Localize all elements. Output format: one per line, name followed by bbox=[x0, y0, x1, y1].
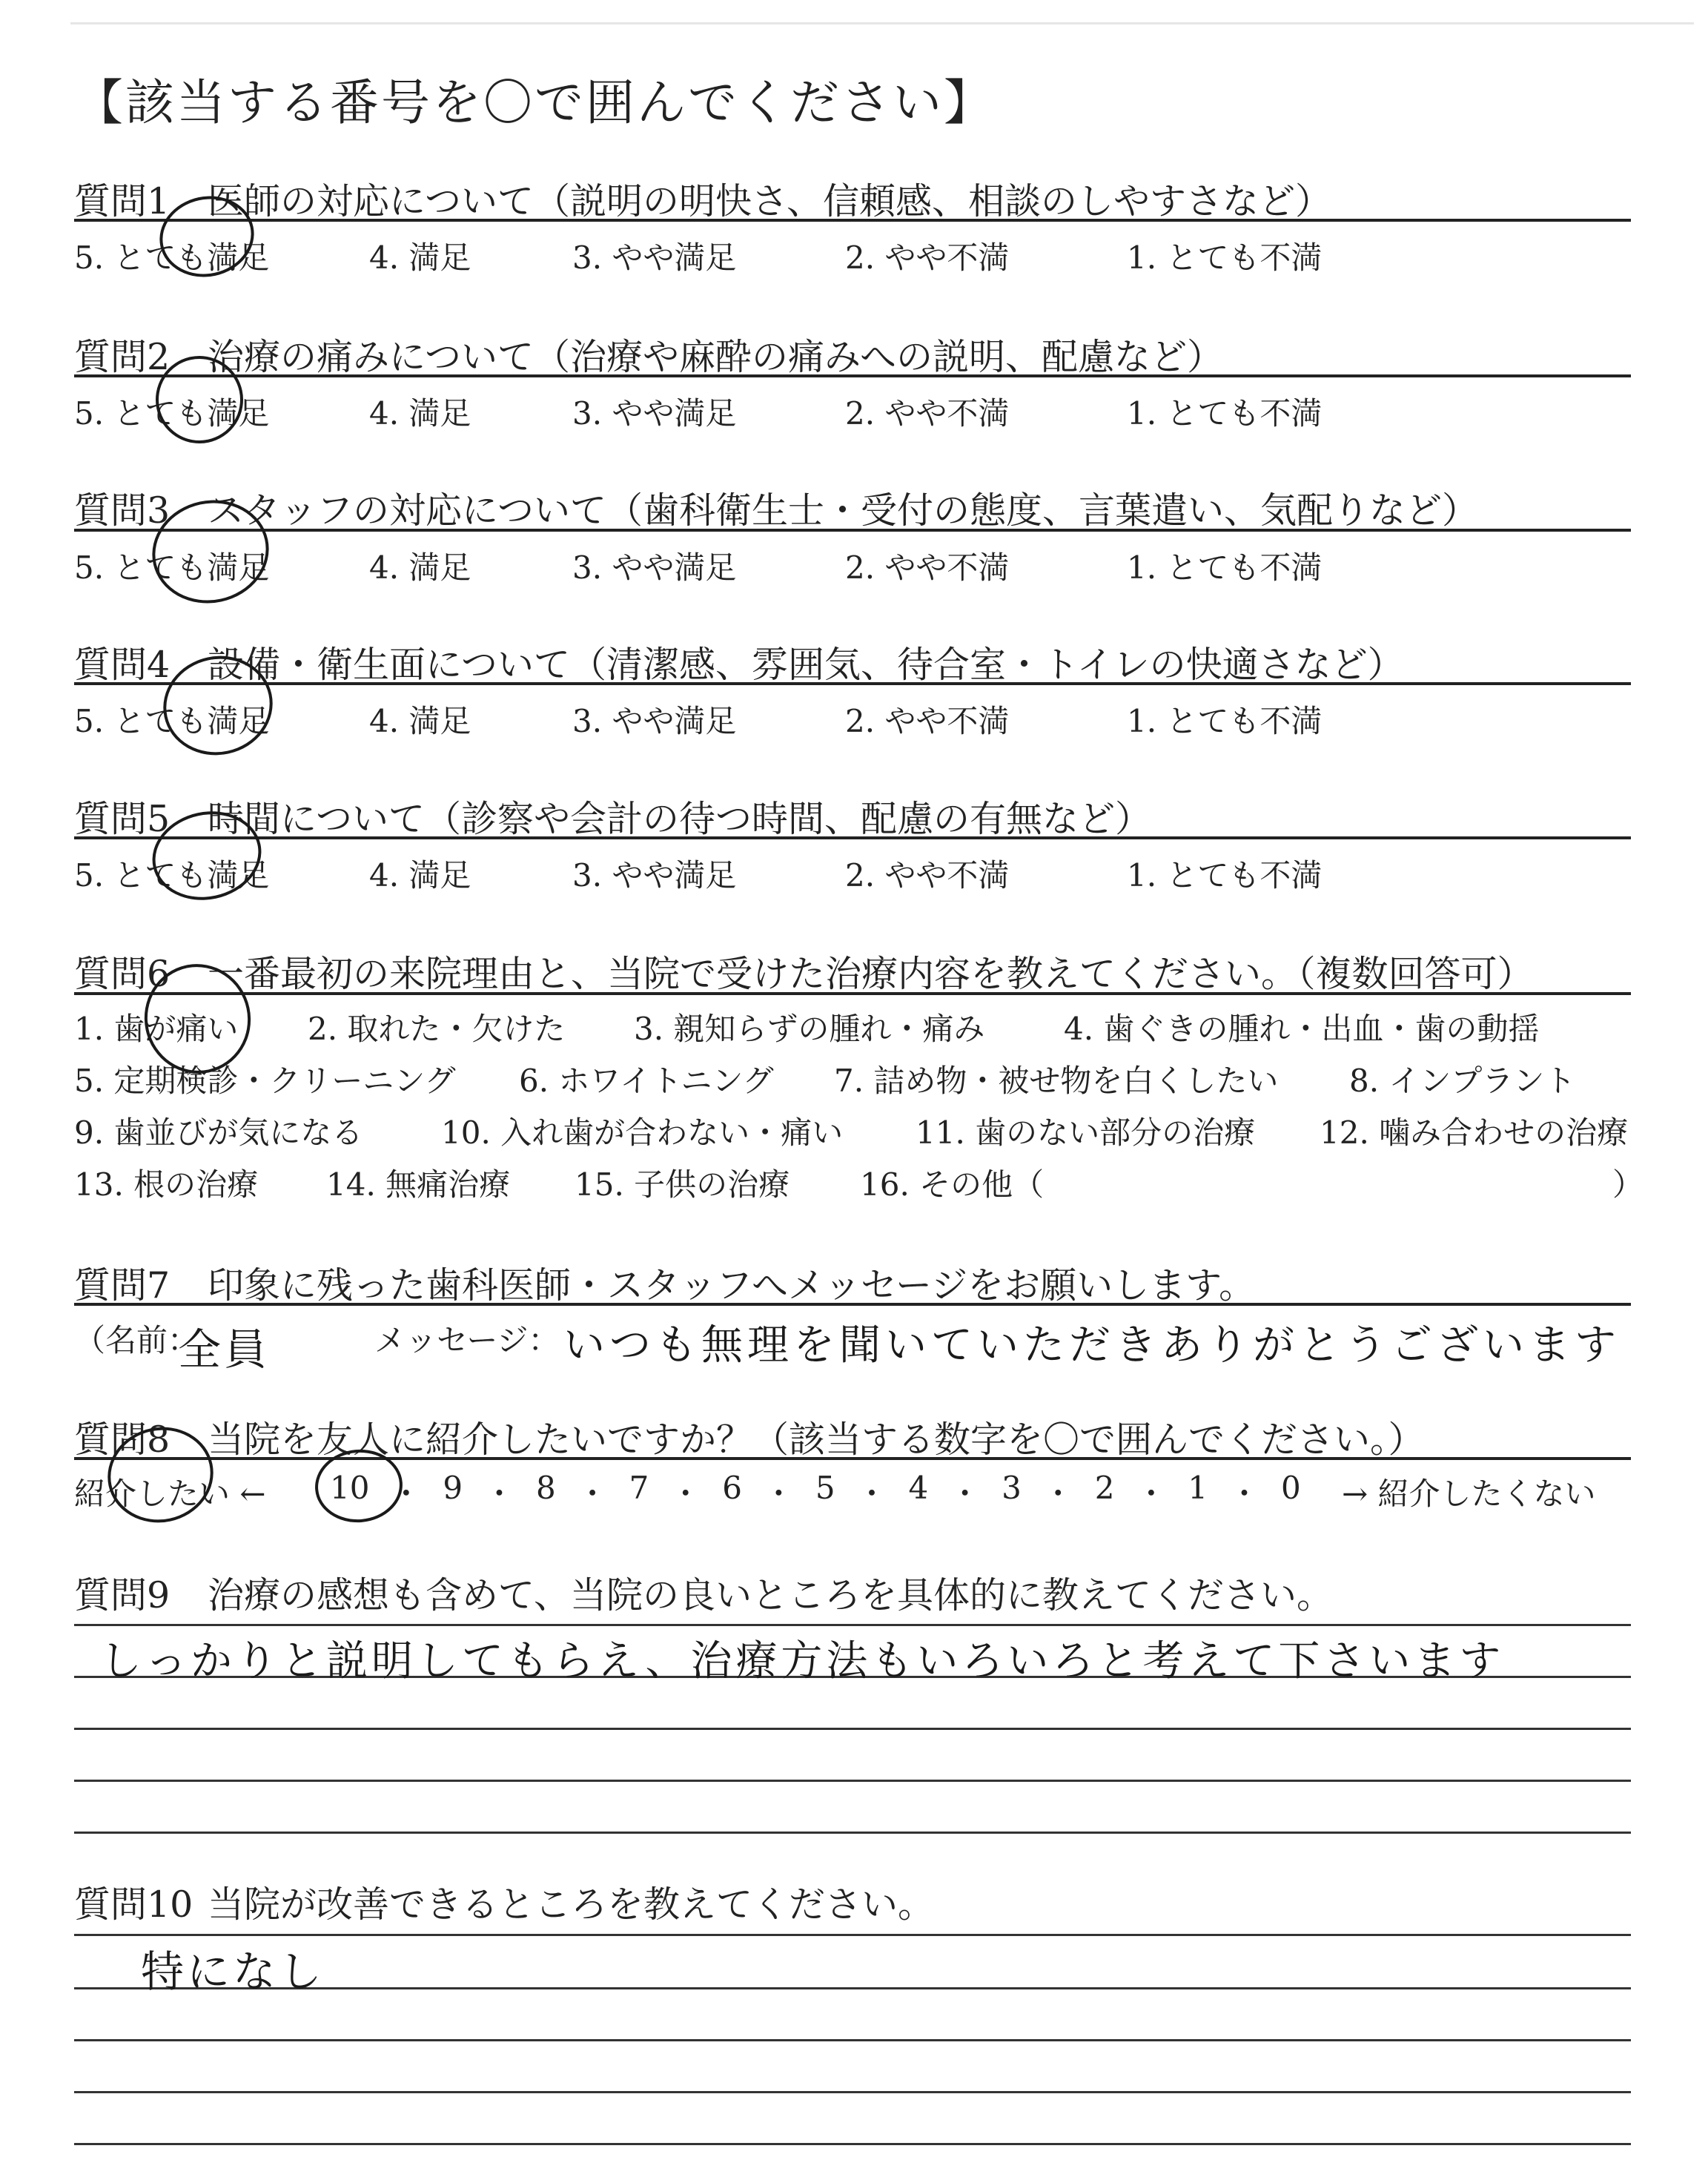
q8-separator: ・ bbox=[1042, 1476, 1074, 1512]
question-7-title bbox=[74, 1257, 1255, 1309]
q1-option-5[interactable]: 5. とても満足 bbox=[74, 240, 270, 276]
q4-option-4[interactable]: 4. 満足 bbox=[369, 703, 471, 739]
q7-name-value[interactable]: 全員 bbox=[178, 1324, 271, 1375]
question-6-rule bbox=[74, 992, 1631, 995]
q3-option-3[interactable]: 3. やや満足 bbox=[572, 549, 737, 586]
q8-score-10[interactable]: 10 bbox=[330, 1470, 370, 1506]
q3-option-5[interactable]: 5. とても満足 bbox=[74, 549, 270, 586]
q6-option-14[interactable]: 14. 無痛治療 bbox=[326, 1166, 511, 1203]
question-number: 質問5 bbox=[74, 798, 171, 840]
q8-separator: ・ bbox=[1135, 1476, 1167, 1512]
q6-option-10[interactable]: 10. 入れ歯が合わない・痛い bbox=[441, 1114, 844, 1151]
q3-option-1[interactable]: 1. とても不満 bbox=[1127, 549, 1323, 586]
q6-option-1[interactable]: 1. 歯が痛い bbox=[74, 1011, 239, 1047]
q9-answer-line bbox=[74, 1832, 1631, 1834]
q8-separator: ・ bbox=[669, 1476, 701, 1512]
question-text: 治療の感想も含めて、当院の良いところを具体的に教えてください。 bbox=[208, 1574, 1334, 1616]
q7-message-value[interactable]: いつも無理を聞いていただきありがとうございます bbox=[563, 1321, 1621, 1370]
question-text: 時間について（診察や会計の待つ時間、配慮の有無など） bbox=[208, 798, 1152, 840]
q9-answer-line bbox=[74, 1624, 1631, 1626]
q5-option-5[interactable]: 5. とても満足 bbox=[74, 857, 270, 894]
q7-name-label: （名前： bbox=[74, 1322, 199, 1358]
q2-option-4[interactable]: 4. 満足 bbox=[369, 395, 471, 432]
question-number: 質問4 bbox=[74, 644, 171, 686]
q10-answer-line bbox=[74, 1934, 1631, 1936]
q1-option-2[interactable]: 2. やや不満 bbox=[845, 240, 1010, 276]
q8-score-8[interactable]: 8 bbox=[535, 1470, 556, 1506]
form-header: 【該当する番号を〇で囲んでください】 bbox=[74, 74, 995, 131]
q8-score-6[interactable]: 6 bbox=[722, 1470, 742, 1506]
question-text: 治療の痛みについて（治療や麻酔の痛みへの説明、配慮など） bbox=[208, 336, 1224, 378]
question-2-rule bbox=[74, 374, 1631, 377]
q2-option-5[interactable]: 5. とても満足 bbox=[74, 395, 270, 432]
question-number: 質問3 bbox=[74, 489, 171, 532]
question-text: 医師の対応について（説明の明快さ、信頼感、相談のしやすさなど） bbox=[208, 180, 1332, 222]
question-3-title bbox=[74, 482, 1478, 534]
q6-option-4[interactable]: 4. 歯ぐきの腫れ・出血・歯の動揺 bbox=[1064, 1011, 1540, 1047]
question-10-title bbox=[74, 1876, 934, 1928]
question-2-title bbox=[74, 328, 1223, 380]
question-number: 質問1 bbox=[74, 180, 171, 222]
question-text: スタッフの対応について（歯科衛生士・受付の態度、言葉遣い、気配りなど） bbox=[208, 489, 1479, 532]
question-text: 印象に残った歯科医師・スタッフへメッセージをお願いします。 bbox=[208, 1264, 1256, 1307]
q8-score-7[interactable]: 7 bbox=[629, 1470, 649, 1506]
q6-option-6[interactable]: 6. ホワイトニング bbox=[519, 1063, 774, 1099]
q5-option-1[interactable]: 1. とても不満 bbox=[1127, 857, 1323, 894]
q6-option-12[interactable]: 12. 噛み合わせの治療 bbox=[1320, 1114, 1629, 1151]
q9-answer[interactable]: しっかりと説明してもらえ、治療方法もいろいろと考えて下さいます bbox=[100, 1637, 1505, 1685]
q6-option-16[interactable]: 16. その他（ bbox=[860, 1166, 1045, 1203]
question-text: 当院が改善できるところを教えてください。 bbox=[208, 1883, 935, 1926]
q2-option-1[interactable]: 1. とても不満 bbox=[1127, 395, 1323, 432]
q6-option-2[interactable]: 2. 取れた・欠けた bbox=[308, 1011, 566, 1047]
q8-right-label: → 紹介したくない bbox=[1342, 1476, 1596, 1512]
q4-option-5[interactable]: 5. とても満足 bbox=[74, 703, 270, 739]
question-number: 質問9 bbox=[74, 1574, 171, 1616]
q8-separator: ・ bbox=[856, 1476, 888, 1512]
q1-option-1[interactable]: 1. とても不満 bbox=[1127, 240, 1323, 276]
question-number: 質問10 bbox=[74, 1883, 193, 1926]
question-number: 質問7 bbox=[74, 1264, 171, 1307]
question-1-rule bbox=[74, 219, 1631, 222]
q5-option-4[interactable]: 4. 満足 bbox=[369, 857, 471, 894]
q8-score-1[interactable]: 1 bbox=[1188, 1470, 1208, 1506]
question-8-rule bbox=[74, 1457, 1631, 1460]
q6-option-9[interactable]: 9. 歯並びが気になる bbox=[74, 1114, 363, 1151]
question-4-title bbox=[74, 636, 1404, 688]
q6-option-15[interactable]: 15. 子供の治療 bbox=[575, 1166, 790, 1203]
q8-score-5[interactable]: 5 bbox=[815, 1470, 835, 1506]
q8-score-3[interactable]: 3 bbox=[1002, 1470, 1022, 1506]
q4-option-1[interactable]: 1. とても不満 bbox=[1127, 703, 1323, 739]
q8-separator: ・ bbox=[483, 1476, 515, 1512]
q6-option-11[interactable]: 11. 歯のない部分の治療 bbox=[916, 1114, 1256, 1151]
question-8-title bbox=[74, 1411, 1425, 1463]
question-text: 当院を友人に紹介したいですか？（該当する数字を〇で囲んでください。） bbox=[208, 1418, 1425, 1461]
q6-option-3[interactable]: 3. 親知らずの腫れ・痛み bbox=[634, 1011, 985, 1047]
q10-answer-line bbox=[74, 2143, 1631, 2145]
question-text: 一番最初の来院理由と、当院で受けた治療内容を教えてください。（複数回答可） bbox=[208, 953, 1534, 995]
q3-option-2[interactable]: 2. やや不満 bbox=[845, 549, 1010, 586]
q6-option-5[interactable]: 5. 定期検診・クリーニング bbox=[74, 1063, 456, 1099]
question-9-title bbox=[74, 1567, 1333, 1619]
q8-separator: ・ bbox=[1228, 1476, 1260, 1512]
question-4-rule bbox=[74, 682, 1631, 685]
q8-separator: ・ bbox=[763, 1476, 795, 1512]
q8-separator: ・ bbox=[577, 1476, 609, 1512]
q6-option-13[interactable]: 13. 根の治療 bbox=[74, 1166, 259, 1203]
q7-message-label: メッセージ： bbox=[374, 1322, 560, 1358]
q2-option-2[interactable]: 2. やや不満 bbox=[845, 395, 1010, 432]
q10-answer-line bbox=[74, 2039, 1631, 2041]
q8-left-label: 紹介したい ← bbox=[74, 1476, 266, 1512]
question-number: 質問8 bbox=[74, 1418, 171, 1461]
q6-option-7[interactable]: 7. 詰め物・被せ物を白くしたい bbox=[834, 1063, 1279, 1099]
question-5-rule bbox=[74, 836, 1631, 839]
q3-option-4[interactable]: 4. 満足 bbox=[369, 549, 471, 586]
q6-option-16-close: ） bbox=[1612, 1166, 1644, 1203]
question-1-title bbox=[74, 173, 1331, 225]
q4-option-3[interactable]: 3. やや満足 bbox=[572, 703, 737, 739]
q4-option-2[interactable]: 2. やや不満 bbox=[845, 703, 1010, 739]
q5-option-2[interactable]: 2. やや不満 bbox=[845, 857, 1010, 894]
q8-separator: ・ bbox=[390, 1476, 422, 1512]
question-number: 質問2 bbox=[74, 336, 171, 378]
q10-answer-line bbox=[74, 2091, 1631, 2093]
q8-score-9[interactable]: 9 bbox=[443, 1470, 463, 1506]
q5-option-3[interactable]: 3. やや満足 bbox=[572, 857, 737, 894]
q8-separator: ・ bbox=[949, 1476, 981, 1512]
q8-score-4[interactable]: 4 bbox=[908, 1470, 929, 1506]
question-3-rule bbox=[74, 529, 1631, 532]
q2-option-3[interactable]: 3. やや満足 bbox=[572, 395, 737, 432]
question-6-title bbox=[74, 945, 1534, 997]
question-number: 質問6 bbox=[74, 953, 171, 995]
q8-score-2[interactable]: 2 bbox=[1094, 1470, 1115, 1506]
q9-answer-line bbox=[74, 1780, 1631, 1782]
question-7-rule bbox=[74, 1303, 1631, 1306]
question-text: 設備・衛生面について（清潔感、雰囲気、待合室・トイレの快適さなど） bbox=[208, 644, 1404, 686]
q6-option-8[interactable]: 8. インプラント bbox=[1349, 1063, 1576, 1099]
q1-option-4[interactable]: 4. 満足 bbox=[369, 240, 471, 276]
q9-answer-line bbox=[74, 1728, 1631, 1730]
top-border bbox=[70, 22, 1694, 24]
q8-score-0[interactable]: 0 bbox=[1280, 1470, 1301, 1506]
q8-scale bbox=[330, 1470, 1301, 1514]
q1-option-3[interactable]: 3. やや満足 bbox=[572, 240, 737, 276]
q10-answer[interactable]: 特になし bbox=[141, 1946, 325, 1997]
